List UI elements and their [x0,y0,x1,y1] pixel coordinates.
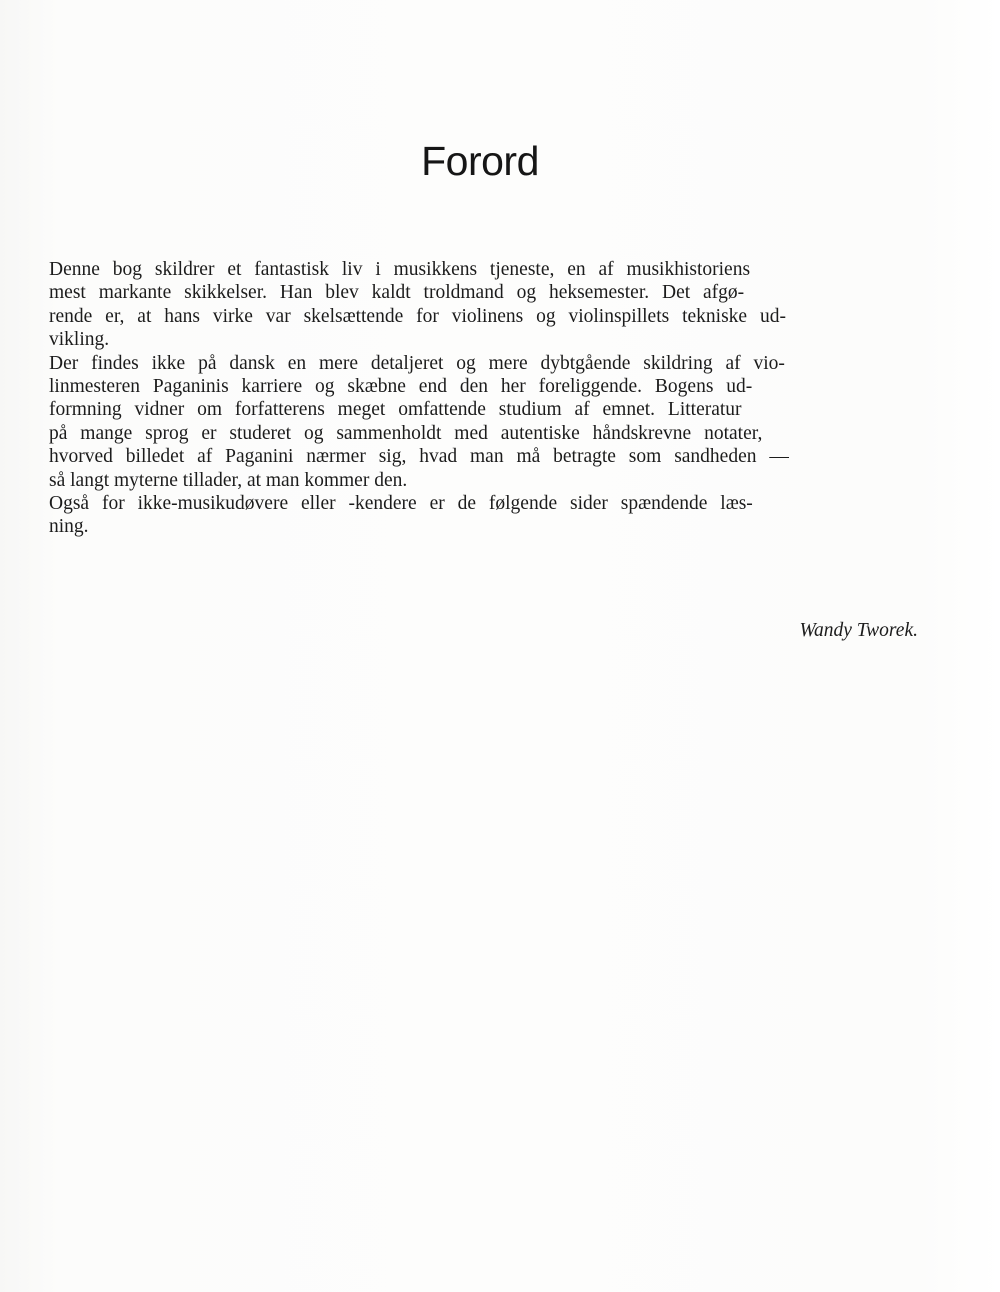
text-line: hvorved billedet af Paganini nærmer sig, hvad man må betragte som sandheden — [49,446,789,468]
text-line: linmesteren Paganinis karriere og skæbne end den her foreliggende. Bogens ud- [49,375,753,397]
foreword-body [49,258,918,539]
text-line: vikling. [49,329,110,351]
text-line: på mange sprog er studeret og sammenholdt med autentiske håndskrevne notater, [49,422,763,444]
text-line: ning. [49,516,89,538]
text-line: formning vidner om forfatterens meget omfattende studium af emnet. Litteratur [49,399,742,421]
signature: Wandy Tworek. [799,620,918,641]
text-line: Der findes ikke på dansk en mere detaljeret og mere dybtgående skildring af vio- [49,352,785,374]
text-line: så langt myterne tillader, at man kommer den. [49,469,408,491]
text-line: Også for ikke-musikudøvere eller -kendere er de følgende sider spændende læs- [49,492,753,514]
page-title: Forord [421,138,539,184]
text-line: rende er, at hans virke var skelsættende for violinens og violinspillets tekniske ud- [49,305,786,327]
text-line: Denne bog skildrer et fantastisk liv i musikkens tjeneste, en af musikhistoriens [49,259,751,280]
text-line: mest markante skikkelser. Han blev kaldt troldmand og heksemester. Det afgø- [49,282,745,304]
